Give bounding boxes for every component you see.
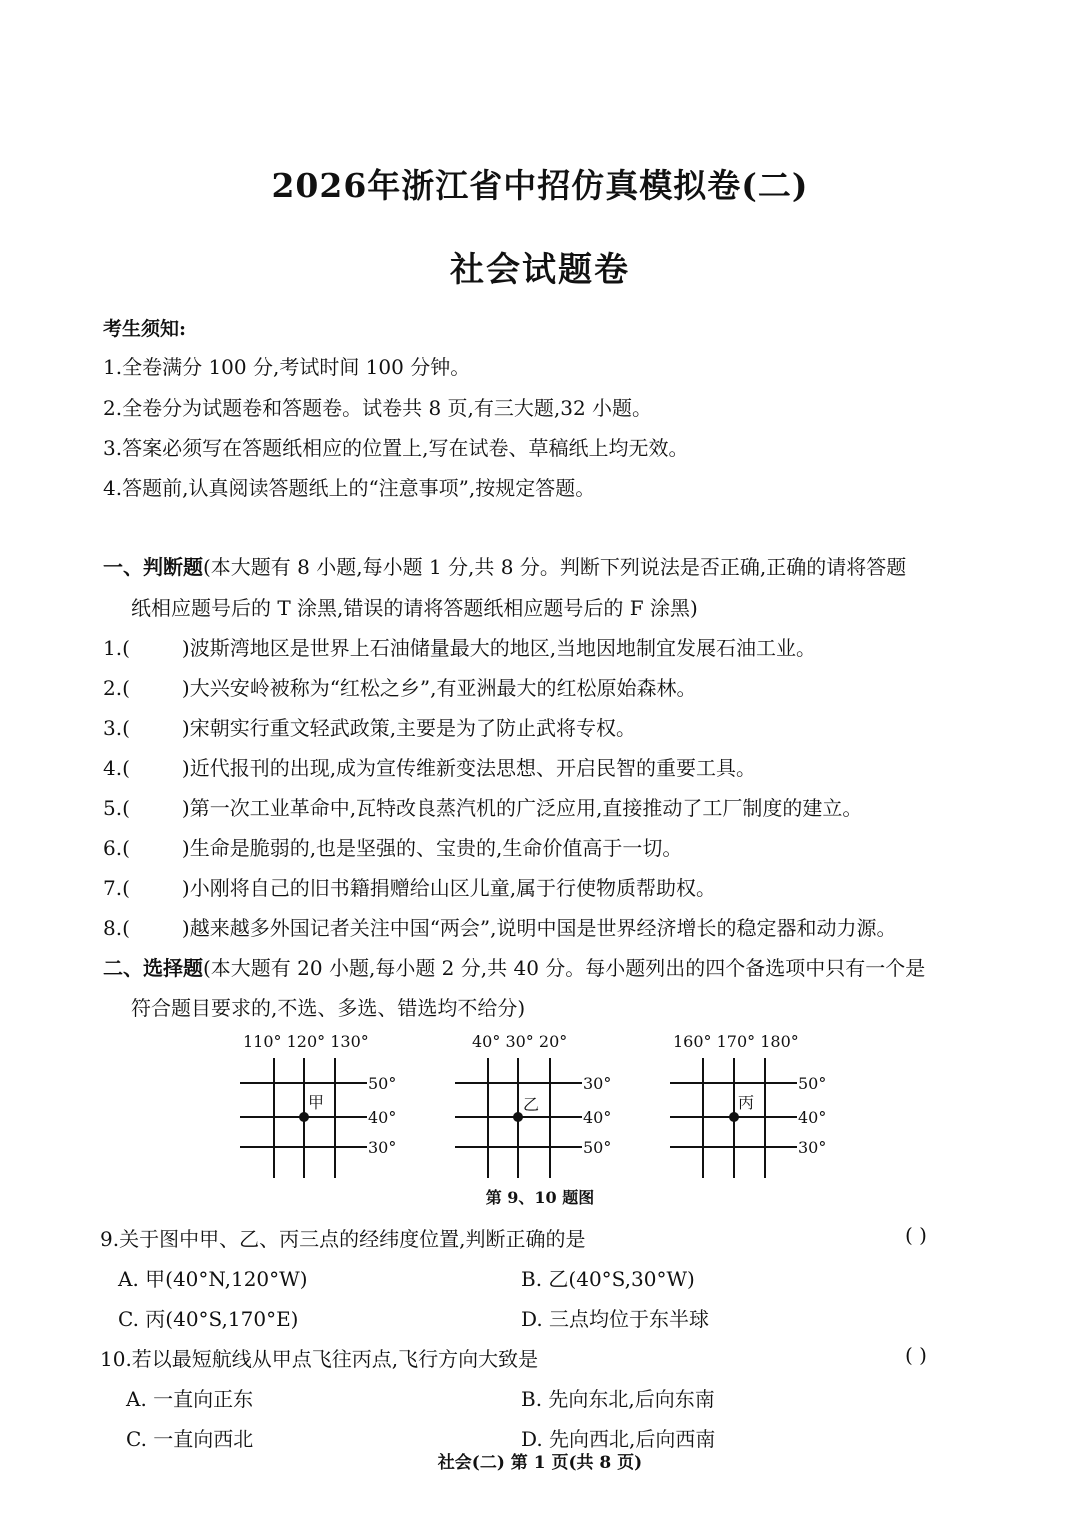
map1-lat-1: 50° <box>368 1074 397 1093</box>
section1-desc-2: 纸相应题号后的 T 涂黑,错误的请将答题纸相应题号后的 F 涂黑) <box>131 596 698 620</box>
notice-heading: 考生须知: <box>103 318 187 340</box>
map2-lon-labels: 40° 30° 20° <box>472 1032 568 1051</box>
tf-text: 大兴安岭被称为“红松之乡”,有亚洲最大的红松原始森林。 <box>189 676 697 700</box>
tf-item-6 <box>103 832 682 861</box>
tf-close: ) <box>181 876 190 900</box>
q9-option-c: C. 丙(40°S,170°E) <box>118 1307 299 1331</box>
map2-grid <box>455 1058 625 1178</box>
section2-header <box>103 952 925 981</box>
tf-text: 生命是脆弱的,也是坚强的、宝贵的,生命价值高于一切。 <box>189 836 683 860</box>
map3-lat-3: 30° <box>798 1138 827 1157</box>
tf-item-3 <box>103 712 636 741</box>
q10-stem: 10.若以最短航线从甲点飞往丙点,飞行方向大致是 <box>100 1347 539 1371</box>
map1-lat-3: 30° <box>368 1138 397 1157</box>
q10-option-c: C. 一直向西北 <box>126 1427 254 1451</box>
notice-item-2: 2.全卷分为试题卷和答题卷。试卷共 8 页,有三大题,32 小题。 <box>103 396 653 420</box>
map3-lon-labels: 160° 170° 180° <box>673 1032 799 1051</box>
map1-lat-2: 40° <box>368 1108 397 1127</box>
tf-num: 7.( <box>103 876 130 900</box>
tf-num: 8.( <box>103 916 130 940</box>
tf-num: 1.( <box>103 636 130 660</box>
tf-close: ) <box>181 716 190 740</box>
tf-close: ) <box>181 636 190 660</box>
tf-num: 5.( <box>103 796 130 820</box>
section1-header <box>103 551 906 580</box>
tf-num: 3.( <box>103 716 130 740</box>
map2-point-label: 乙 <box>523 1095 540 1114</box>
tf-text: 越来越多外国记者关注中国“两会”,说明中国是世界经济增长的稳定器和动力源。 <box>189 916 897 940</box>
q9-option-b: B. 乙(40°S,30°W) <box>521 1267 695 1291</box>
q9-stem: 9.关于图中甲、乙、丙三点的经纬度位置,判断正确的是 <box>100 1227 586 1251</box>
tf-item-8 <box>103 912 897 941</box>
tf-text: 宋朝实行重文轻武政策,主要是为了防止武将专权。 <box>189 716 637 740</box>
section1-desc-1: (本大题有 8 小题,每小题 1 分,共 8 分。判断下列说法是否正确,正确的请将答题 <box>203 555 907 579</box>
section2-heading: 二、选择题 <box>103 956 203 980</box>
tf-close: ) <box>181 756 190 780</box>
q10-option-d: D. 先向西北,后向西南 <box>521 1427 716 1451</box>
map3-lat-2: 40° <box>798 1108 827 1127</box>
tf-close: ) <box>181 916 190 940</box>
tf-item-1 <box>103 632 816 661</box>
section2-desc-2: 符合题目要求的,不选、多选、错选均不给分) <box>131 996 526 1020</box>
tf-close: ) <box>181 836 190 860</box>
map2-lat-3: 50° <box>583 1138 612 1157</box>
q9-answer-paren: ( ) <box>905 1223 927 1247</box>
map3-grid <box>670 1058 840 1178</box>
section2-desc-1: (本大题有 20 小题,每小题 2 分,共 40 分。每小题列出的四个备选项中只有一个是 <box>203 956 926 980</box>
section1-heading: 一、判断题 <box>103 555 203 579</box>
map2-lat-2: 40° <box>583 1108 612 1127</box>
tf-item-2 <box>103 672 697 701</box>
map3-lat-1: 50° <box>798 1074 827 1093</box>
tf-text: 近代报刊的出现,成为宣传维新变法思想、开启民智的重要工具。 <box>189 756 757 780</box>
tf-text: 小刚将自己的旧书籍捐赠给山区儿童,属于行使物质帮助权。 <box>189 876 717 900</box>
q10-answer-paren: ( ) <box>905 1343 927 1367</box>
page-footer: 社会(二) 第 1 页(共 8 页) <box>437 1453 643 1473</box>
tf-close: ) <box>181 796 190 820</box>
q9-option-a: A. 甲(40°N,120°W) <box>118 1267 308 1291</box>
tf-text: 波斯湾地区是世界上石油储量最大的地区,当地因地制宜发展石油工业。 <box>189 636 817 660</box>
q10-option-a: A. 一直向正东 <box>126 1387 254 1411</box>
figure-caption: 第 9、10 题图 <box>485 1188 595 1207</box>
map1-lon-labels: 110° 120° 130° <box>243 1032 369 1051</box>
tf-item-5 <box>103 792 862 821</box>
notice-item-4: 4.答题前,认真阅读答题纸上的“注意事项”,按规定答题。 <box>103 476 596 500</box>
exam-title: 2026年浙江省中招仿真模拟卷(二) <box>271 166 809 205</box>
q9-option-d: D. 三点均位于东半球 <box>521 1307 710 1331</box>
q10-option-b: B. 先向东北,后向东南 <box>521 1387 715 1411</box>
notice-item-3: 3.答案必须写在答题纸相应的位置上,写在试卷、草稿纸上均无效。 <box>103 436 689 460</box>
tf-num: 2.( <box>103 676 130 700</box>
map2-lat-1: 30° <box>583 1074 612 1093</box>
tf-text: 第一次工业革命中,瓦特改良蒸汽机的广泛应用,直接推动了工厂制度的建立。 <box>189 796 863 820</box>
exam-subtitle: 社会试题卷 <box>450 250 630 290</box>
tf-num: 6.( <box>103 836 130 860</box>
tf-item-4 <box>103 752 756 781</box>
tf-item-7 <box>103 872 716 901</box>
map1-grid <box>240 1058 410 1178</box>
map1-point-label: 甲 <box>308 1093 325 1112</box>
map3-point-label: 丙 <box>738 1093 755 1112</box>
tf-close: ) <box>181 676 190 700</box>
tf-num: 4.( <box>103 756 130 780</box>
notice-item-1: 1.全卷满分 100 分,考试时间 100 分钟。 <box>103 355 471 379</box>
